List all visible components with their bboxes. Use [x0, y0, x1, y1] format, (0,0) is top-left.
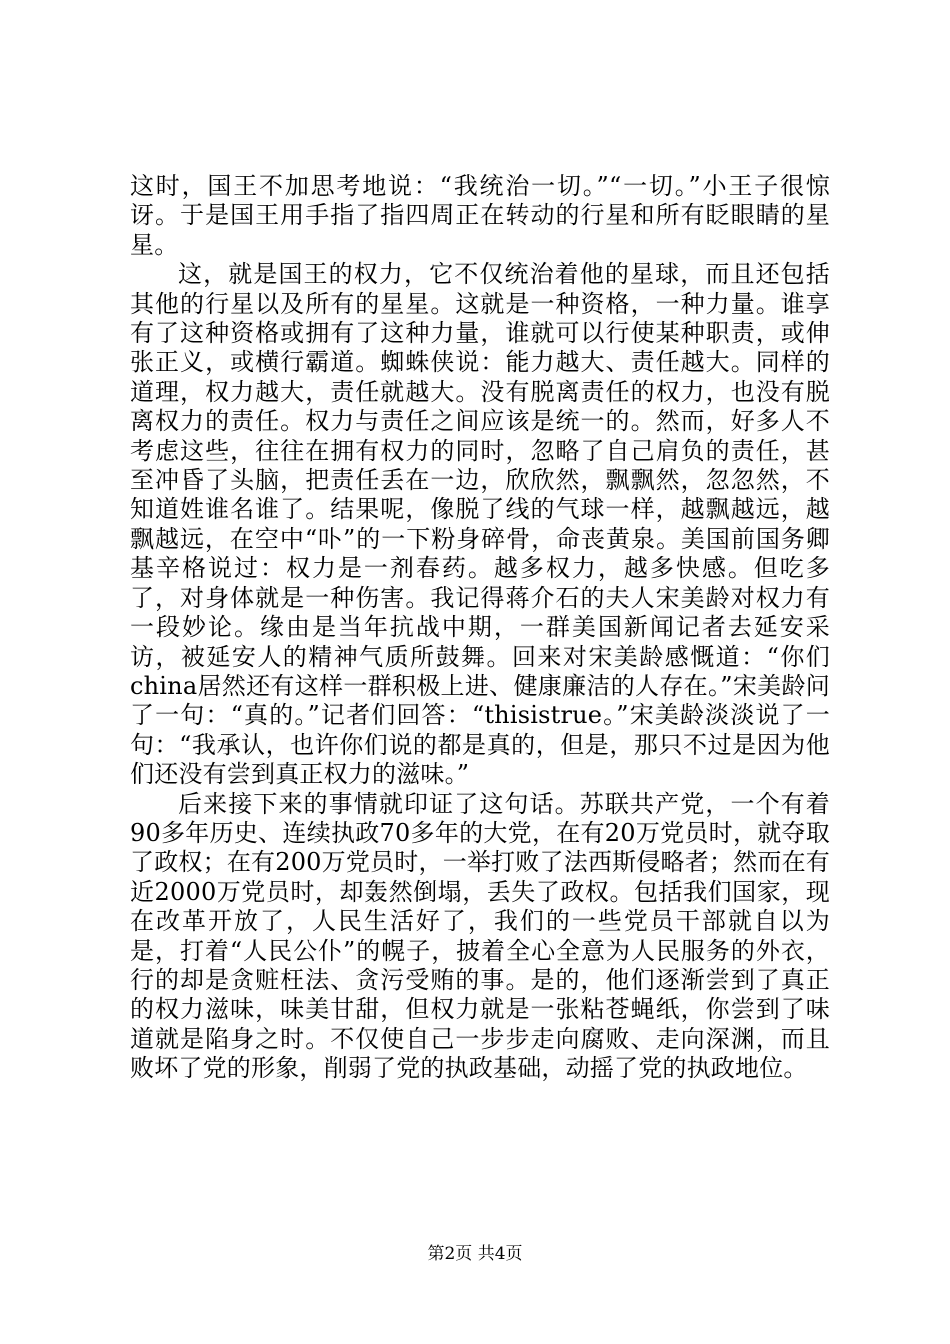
paragraph-3: 后来接下来的事情就印证了这句话。苏联共产党，一个有着90多年历史、连续执政70多年的大党，在有20万党员时，就夺取了政权；在有200万党员时，一举打败了法西斯侵略者；然而在有近2000万党员时，却轰然倒塌，丢失了政权。包括我们国家，现在改革开放了，人民生活好了，我们的一些党员干部就自以为是，打着“人民公仆”的幌子，披着全心全意为人民服务的外衣，行的却是贪赃枉法、贪污受贿的事。是的，他们逐渐尝到了真正的权力滋味，味美甘甜，但权力就是一张粘苍蝇纸，你尝到了味道就是陷身之时。不仅使自己一步步走向腐败、走向深渊，而且败坏了党的形象，削弱了党的执政基础，动摇了党的执政地位。 — [130, 789, 830, 1083]
paragraph-2: 这，就是国王的权力，它不仅统治着他的星球，而且还包括其他的行星以及所有的星星。这就是一种资格，一种力量。谁享有了这种资格或拥有了这种力量，谁就可以行使某种职责，或伸张正义，或横行霸道。蜘蛛侠说：能力越大、责任越大。同样的道理，权力越大，责任就越大。没有脱离责任的权力，也没有脱离权力的责任。权力与责任之间应该是统一的。然而，好多人不考虑这些，往往在拥有权力的同时，忽略了自己肩负的责任，甚至冲昏了头脑，把责任丢在一边，欣欣然，飘飘然，忽忽然，不知道姓谁名谁了。结果呢，像脱了线的气球一样，越飘越远，越飘越远，在空中“卟”的一下粉身碎骨，命丧黄泉。美国前国务卿基辛格说过：权力是一剂春药。越多权力，越多快感。但吃多了，对身体就是一种伤害。我记得蒋介石的夫人宋美龄对权力有一段妙论。缘由是当年抗战中期，一群美国新闻记者去延安采访，被延安人的精神气质所鼓舞。回来对宋美龄感慨道：“你们china居然还有这样一群积极上进、健康廉洁的人存在。”宋美龄问了一句：“真的。”记者们回答：“thisistrue。”宋美龄淡淡说了一句：“我承认，也许你们说的都是真的，但是，那只不过是因为他们还没有尝到真正权力的滋味。” — [130, 260, 830, 789]
paragraph-1: 这时，国王不加思考地说：“我统治一切。”“一切。”小王子很惊讶。于是国王用手指了指四周正在转动的行星和所有眨眼睛的星星。 — [130, 172, 830, 259]
page-footer — [0, 1244, 950, 1264]
page-number: 第2页 共4页 — [427, 1244, 523, 1264]
document-body — [130, 172, 830, 1084]
